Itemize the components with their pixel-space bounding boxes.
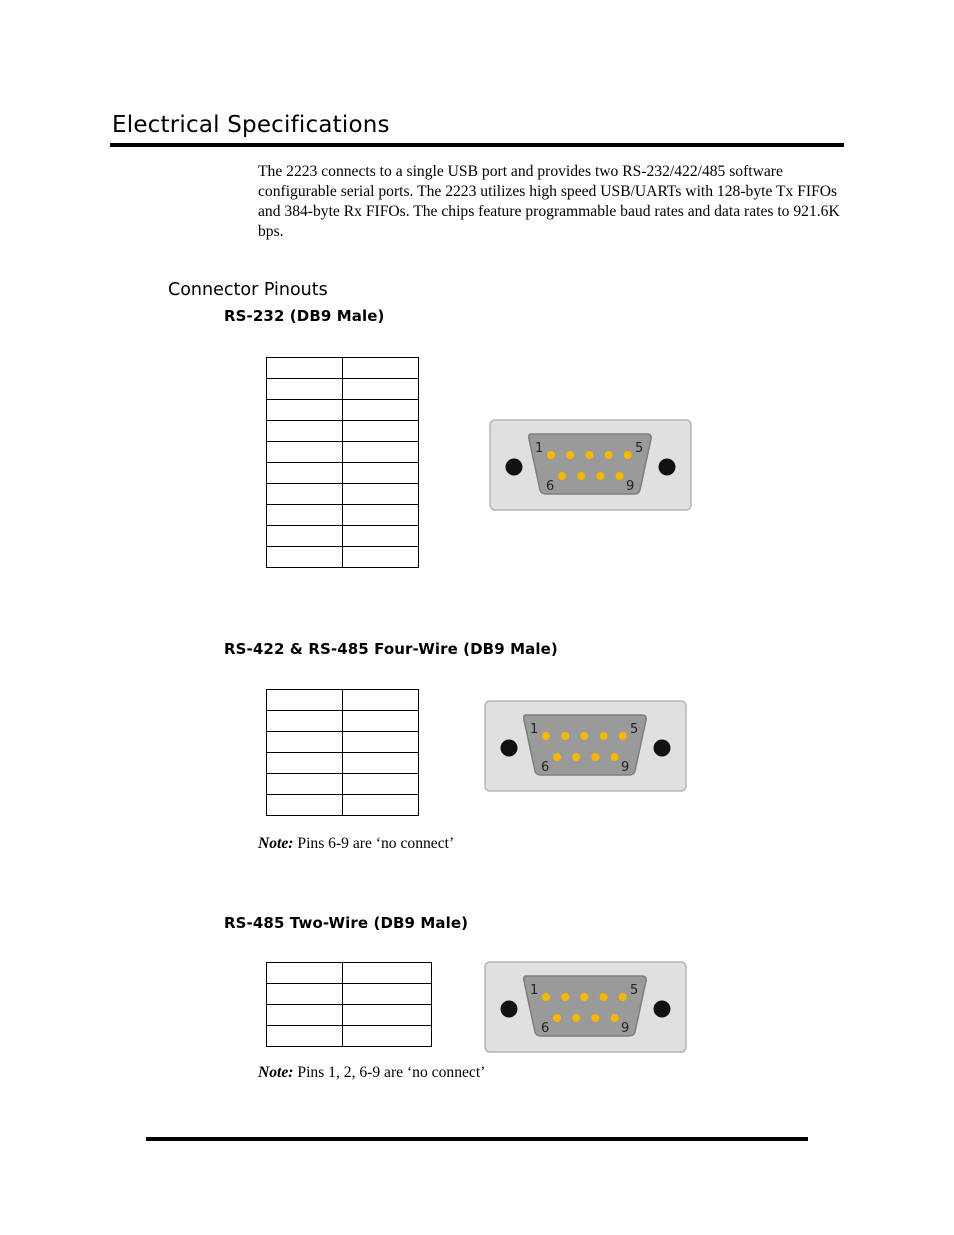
table-row — [267, 963, 432, 984]
rs422-note-label: Note: — [258, 835, 294, 852]
rs485-heading: RS-485 Two-Wire (DB9 Male) — [224, 914, 469, 932]
signal-name-cell — [343, 795, 419, 816]
pin — [572, 1014, 580, 1022]
table-row — [267, 505, 419, 526]
pin-number-label: 5 — [635, 441, 644, 456]
pin-number-label: 9 — [621, 1021, 630, 1036]
rs422-note — [258, 835, 454, 853]
rs422-heading: RS-422 & RS-485 Four-Wire (DB9 Male) — [224, 640, 558, 658]
pin — [619, 732, 627, 740]
mounting-hole — [501, 1001, 518, 1018]
pin — [616, 472, 624, 480]
table-row — [267, 795, 419, 816]
pin-number-cell — [267, 547, 343, 568]
pin — [600, 993, 608, 1001]
signal-name-cell — [343, 379, 419, 400]
table-row — [267, 711, 419, 732]
table-row — [267, 732, 419, 753]
intro-paragraph: The 2223 connects to a single USB port and provides two RS-232/422/485 software configurable serial ports. The 2223 utilizes high speed USB/UARTs with 128-byte Tx FIFOs and 384-byte Rx FIFOs. The chips feature programmable baud rates and data rates to 921.6K bps. — [258, 163, 840, 240]
pin — [591, 1014, 599, 1022]
signal-name-cell — [343, 1026, 432, 1047]
pin-number-cell — [267, 484, 343, 505]
table-row — [267, 379, 419, 400]
pin — [611, 753, 619, 761]
signal-name-cell — [343, 711, 419, 732]
mounting-hole — [654, 1001, 671, 1018]
mounting-hole — [506, 459, 523, 476]
table-row — [267, 526, 419, 547]
signal-name-cell — [343, 984, 432, 1005]
table-row — [267, 690, 419, 711]
table-row — [267, 547, 419, 568]
signal-name-cell — [343, 358, 419, 379]
pin-number-cell — [267, 505, 343, 526]
pin — [605, 451, 613, 459]
pin — [542, 993, 550, 1001]
pin-number-label: 1 — [530, 983, 539, 998]
pin-number-label: 5 — [630, 983, 639, 998]
pin-number-label: 9 — [626, 479, 635, 494]
pin-number-cell — [267, 1026, 343, 1047]
pin-number-cell — [267, 442, 343, 463]
pin-number-cell — [267, 753, 343, 774]
mounting-hole — [654, 740, 671, 757]
rs422-note-text: Pins 6-9 are ‘no connect’ — [293, 835, 455, 852]
signal-name-cell — [343, 547, 419, 568]
db9-connector-rs422 — [484, 700, 687, 792]
pin — [591, 753, 599, 761]
pin-number-label: 1 — [535, 441, 544, 456]
table-row — [267, 984, 432, 1005]
signal-name-cell — [343, 753, 419, 774]
table-row — [267, 463, 419, 484]
signal-name-cell — [343, 442, 419, 463]
pin — [553, 753, 561, 761]
db9-connector-rs232 — [489, 419, 692, 511]
rs485-note — [258, 1064, 485, 1082]
pin — [572, 753, 580, 761]
pin-number-cell — [267, 463, 343, 484]
pin — [580, 732, 588, 740]
pin-number-label: 6 — [541, 1021, 550, 1036]
rs232-heading: RS-232 (DB9 Male) — [224, 307, 385, 325]
table-row — [267, 484, 419, 505]
signal-name-cell — [343, 963, 432, 984]
pin — [580, 993, 588, 1001]
pin — [542, 732, 550, 740]
rs485-note-text: Pins 1, 2, 6-9 are ‘no connect’ — [293, 1064, 486, 1081]
table-row — [267, 774, 419, 795]
pin-number-cell — [267, 379, 343, 400]
pin-number-cell — [267, 963, 343, 984]
signal-name-cell — [343, 732, 419, 753]
table-row — [267, 421, 419, 442]
signal-name-cell — [343, 400, 419, 421]
signal-name-cell — [343, 484, 419, 505]
pin-number-cell — [267, 358, 343, 379]
signal-name-cell — [343, 463, 419, 484]
pin-number-label: 9 — [621, 760, 630, 775]
db9-connector-rs485 — [484, 961, 687, 1053]
pin — [561, 732, 569, 740]
pin-number-cell — [267, 690, 343, 711]
page-title: Electrical Specifications — [112, 112, 390, 138]
signal-name-cell — [343, 526, 419, 547]
signal-name-cell — [343, 505, 419, 526]
rs485-note-label: Note: — [258, 1064, 294, 1081]
signal-name-cell — [343, 774, 419, 795]
pin-number-cell — [267, 421, 343, 442]
table-row — [267, 1005, 432, 1026]
pin — [547, 451, 555, 459]
table-row — [267, 358, 419, 379]
signal-name-cell — [343, 690, 419, 711]
db9-graphic — [484, 700, 687, 792]
pin — [611, 1014, 619, 1022]
pin-number-cell — [267, 795, 343, 816]
signal-name-cell — [343, 1005, 432, 1026]
pin — [600, 732, 608, 740]
pin — [585, 451, 593, 459]
rs232-pin-table — [266, 357, 419, 568]
table-row — [267, 1026, 432, 1047]
mounting-hole — [501, 740, 518, 757]
pin-number-label: 5 — [630, 722, 639, 737]
pin-number-label: 1 — [530, 722, 539, 737]
pin-number-cell — [267, 711, 343, 732]
pin-number-cell — [267, 984, 343, 1005]
pin — [596, 472, 604, 480]
pin — [566, 451, 574, 459]
pin-number-cell — [267, 732, 343, 753]
footer-rule — [146, 1137, 808, 1141]
pin — [561, 993, 569, 1001]
title-rule — [110, 143, 844, 147]
section-title: Connector Pinouts — [168, 280, 328, 300]
pin — [558, 472, 566, 480]
pin-number-label: 6 — [546, 479, 555, 494]
pin — [553, 1014, 561, 1022]
signal-name-cell — [343, 421, 419, 442]
pin-number-label: 6 — [541, 760, 550, 775]
table-row — [267, 442, 419, 463]
pin — [624, 451, 632, 459]
pin-number-cell — [267, 526, 343, 547]
pin-number-cell — [267, 774, 343, 795]
pin — [619, 993, 627, 1001]
pin-number-cell — [267, 1005, 343, 1026]
mounting-hole — [659, 459, 676, 476]
rs422-pin-table — [266, 689, 419, 816]
pin-number-cell — [267, 400, 343, 421]
table-row — [267, 400, 419, 421]
pin — [577, 472, 585, 480]
db9-graphic — [489, 419, 692, 511]
table-row — [267, 753, 419, 774]
rs485-pin-table — [266, 962, 432, 1047]
db9-graphic — [484, 961, 687, 1053]
